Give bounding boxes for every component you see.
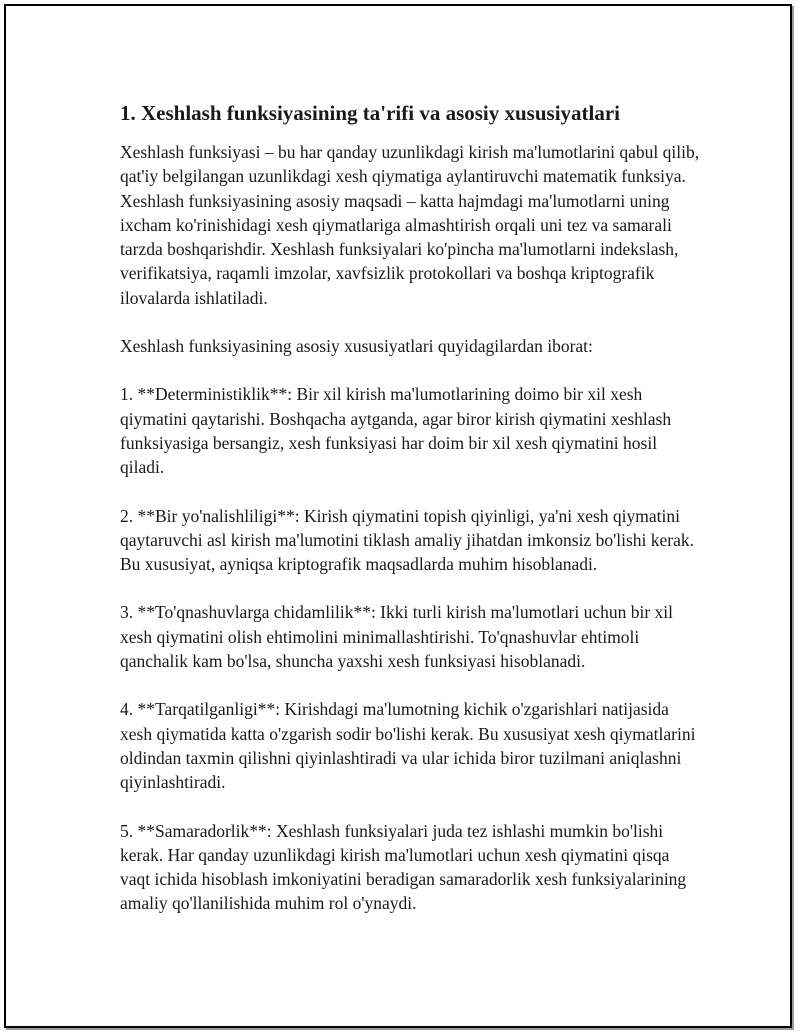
- property-collision-resistance: 3. **To'qnashuvlarga chidamlilik**: Ikki turli kirish ma'lumotlari uchun bir xil xesh qiymatini olish ehtimolini minimallashtirishi. To'qnashuvlar ehtimoli qanchalik kam bo'lsa, shuncha yaxshi xesh funksiyasi hisoblanadi.: [120, 602, 674, 672]
- properties-intro: Xeshlash funksiyasining asosiy xususiyatlari quyidagilardan iborat:: [120, 336, 593, 357]
- property-one-way: 2. **Bir yo'nalishliligi**: Kirish qiymatini topish qiyinligi, ya'ni xesh qiymatini qaytaruvchi asl kirish ma'lumotini tiklash amaliy jihatdan imkonsiz bo'lishi kerak. Bu xususiyat, ayniqsa kriptografik maqsadlarda muhim hisoblanadi.: [120, 505, 694, 575]
- property-avalanche: 4. **Tarqatilganligi**: Kirishdagi ma'lumotning kichik o'zgarishlari natijasida xesh qiymatida katta o'zgarish sodir bo'lishi kerak. Bu xususiyat xesh qiymatlarini oldindan taxmin qilishni qiyinlashtiradi va ular ichida biror tuzilmani aniqlashni qiyinlashtiradi.: [120, 699, 696, 793]
- section-heading: 1. Xeshlash funksiyasining ta'rifi va asosiy xususiyatlari: [120, 101, 621, 125]
- intro-paragraph: Xeshlash funksiyasi – bu har qanday uzunlikdagi kirish ma'lumotlarini qabul qilib, qat'iy belgilangan uzunlikdagi xesh qiymatiga aylantiruvchi matematik funksiya. Xeshlash funksiyasining asosiy maqsadi – katta hajmdagi ma'lumotlarni uning ixcham ko'rinishidagi xesh qiymatlariga almashtirish orqali uni tez va samarali tarzda boshqarishdir. Xeshlash funksiyalari ko'pincha ma'lumotlarni indekslash, verifikatsiya, raqamli imzolar, xavfsizlik protokollari va boshqa kriptografik ilovalarda ishlatiladi.: [120, 142, 700, 308]
- property-efficiency: 5. **Samaradorlik**: Xeshlash funksiyalari juda tez ishlashi mumkin bo'lishi kerak. Har qanday uzunlikdagi kirish ma'lumotlari uchun xesh qiymatini qisqa vaqt ichida hisoblash imkoniyatini beradigan samaradorlik xesh funksiyalarining amaliy qo'llanilishida muhim rol o'ynaydi.: [120, 820, 687, 914]
- property-determinism: 1. **Deterministiklik**: Bir xil kirish ma'lumotlarining doimo bir xil xesh qiymatini qaytarishi. Boshqacha aytganda, agar biror kirish qiymatini xeshlash funksiyasiga bersangiz, xesh funksiyasi har doim bir xil xesh qiymatini hosil qiladi.: [120, 384, 672, 478]
- page-frame: [4, 4, 792, 1028]
- document-body: [120, 99, 700, 940]
